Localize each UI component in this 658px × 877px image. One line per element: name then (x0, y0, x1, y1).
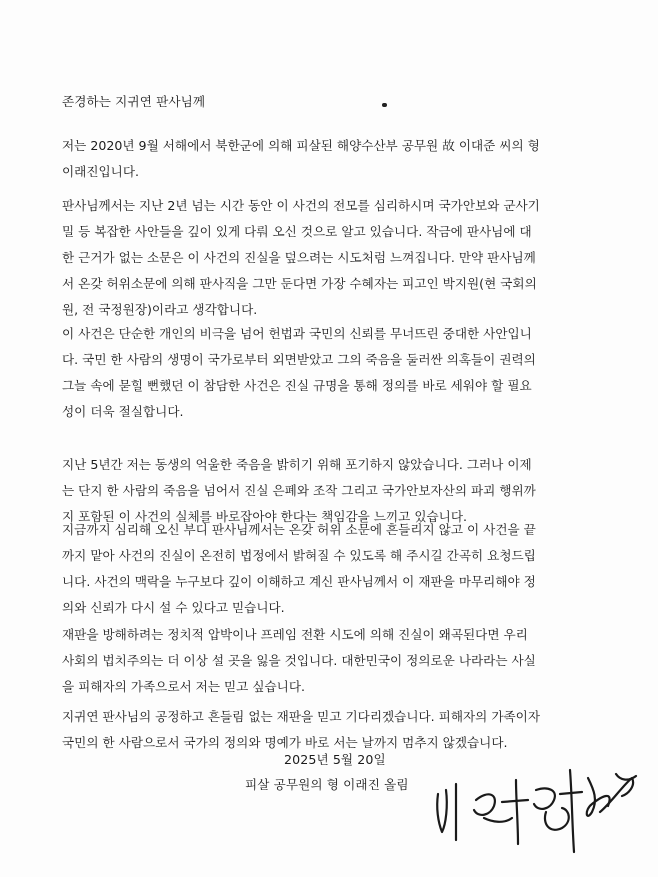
paragraph-line: 다. 국민 한 사람의 생명이 국가로부터 외면받았고 그의 죽음을 둘러싼 의혹들이 권력의 (62, 352, 536, 367)
paragraph-6 (62, 622, 602, 700)
paragraph-line: 지금까지 심리해 오신 부디 판사님께서는 온갖 허위 소문에 흔들리지 않고 이 사건을 끝 (62, 522, 536, 537)
paragraph-1 (62, 133, 602, 185)
paragraph-line: 재판을 방해하려는 정치적 압박이나 프레임 전환 시도에 의해 진실이 왜곡된다면 우리 (62, 627, 528, 642)
paragraph-3 (62, 321, 602, 425)
paragraph-line: 저는 2020년 9월 서해에서 북한군에 의해 피살된 해양수산부 공무원 故 이대준 씨의 형 (62, 138, 540, 153)
paragraph-line: 그늘 속에 묻힐 뻔했던 이 참담한 사건은 진실 규명을 통해 정의를 바로 세워야 할 필요 (62, 378, 532, 393)
paragraph-line: 지귀연 판사님의 공정하고 흔들림 없는 재판을 믿고 기다리겠습니다. 피해자의 가족이자 (62, 709, 540, 724)
paragraph-line: 이래진입니다. (62, 164, 139, 179)
scan-speck (382, 103, 387, 107)
handwritten-signature (432, 760, 642, 860)
paragraph-line: 원, 전 국정원장)이라고 생각합니다. (62, 302, 258, 317)
paragraph-line: 판사님께서는 지난 2년 넘는 시간 동안 이 사건의 전모를 심리하시며 국가안보와 군사기 (62, 198, 540, 213)
paragraph-5 (62, 517, 602, 621)
paragraph-line: 의와 신뢰가 다시 설 수 있다고 믿습니다. (62, 600, 285, 615)
paragraph-line: 성이 더욱 절실합니다. (62, 404, 184, 419)
paragraph-line: 밀 등 복잡한 사안들을 깊이 있게 다뤄 오신 것으로 알고 있습니다. 작금에 판사님에 대 (62, 224, 532, 239)
paragraph-line: 이 사건은 단순한 개인의 비극을 넘어 헌법과 국민의 신뢰를 무너뜨린 중대한 사안입니 (62, 326, 532, 341)
paragraph-line: 사회의 법치주의는 더 이상 설 곳을 잃을 것입니다. 대한민국이 정의로운 나라라는 사실 (62, 653, 536, 668)
paragraph-line: 서 온갖 허위소문에 의해 판사직을 그만 둔다면 가장 수혜자는 피고인 박지원(현 국회의 (62, 276, 537, 291)
paragraph-line: 지 포함된 이 사건의 실체를 바로잡아야 한다는 책임감을 느끼고 있습니다. (62, 509, 467, 524)
letter-date: 2025년 5월 20일 (284, 752, 386, 767)
paragraph-line: 을 피해자의 가족으로서 저는 믿고 싶습니다. (62, 679, 305, 694)
paragraph-line: 한 근거가 없는 소문은 이 사건의 진실을 덮으려는 시도처럼 느껴집니다. 만약 판사님께 (62, 250, 536, 265)
salutation: 존경하는 지귀연 판사님께 (62, 94, 206, 109)
letter-sender: 피살 공무원의 형 이래진 올림 (245, 777, 409, 792)
paragraph-line: 는 단지 한 사람의 죽음을 넘어서 진실 은폐와 조작 그리고 국가안보자산의 파괴 행위까 (62, 483, 536, 498)
paragraph-line: 국민의 한 사람으로서 국가의 정의와 명예가 바로 서는 날까지 멈추지 않겠습니다. (62, 735, 508, 750)
paragraph-line: 지난 5년간 저는 동생의 억울한 죽음을 밝히기 위해 포기하지 않았습니다. 그러나 이제 (62, 457, 532, 472)
paragraph-2 (62, 193, 602, 323)
paragraph-line: 까지 맡아 사건의 진실이 온전히 법정에서 밝혀질 수 있도록 해 주시길 간곡히 요청드립 (62, 548, 536, 563)
paragraph-line: 니다. 사건의 맥락을 누구보다 깊이 이해하고 계신 판사님께서 이 재판을 마무리해야 정 (62, 574, 536, 589)
